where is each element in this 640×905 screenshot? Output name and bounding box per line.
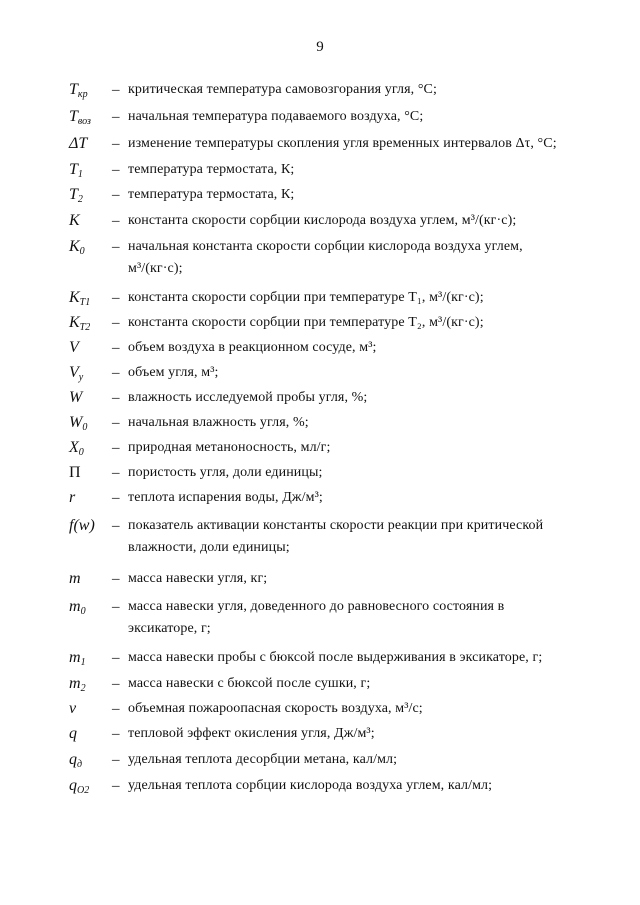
symbol: K <box>69 212 80 229</box>
dash: – <box>112 440 120 456</box>
symbol: $W_0$ <box>69 414 88 433</box>
definition-text: начальная температура подаваемого воздуха, °С; <box>128 109 424 124</box>
definition-text: теплота испарения воды, Дж/м³; <box>128 490 323 505</box>
definition-text: природная метаноносность, мл/г; <box>128 440 331 455</box>
symbol: $m_1$ <box>69 649 86 668</box>
definition-text: масса навески пробы с бюксой после выдерживания в эксикаторе, г; <box>128 650 543 665</box>
symbol: ΔT <box>69 135 88 152</box>
definition-text: начальная константа скорости сорбции кислорода воздуха углем, м³/(кг·с); <box>128 236 590 280</box>
definition-text-continued: влажности, доли единицы; <box>128 540 290 555</box>
symbol: f(w) <box>69 517 95 534</box>
dash: – <box>112 213 120 229</box>
symbol: $V_у$ <box>69 364 84 383</box>
dash: – <box>112 726 120 742</box>
definition-text: константа скорости сорбции кислорода воздуха углем, м³/(кг·с); <box>128 213 517 228</box>
definition-text: масса навески с бюксой после сушки, г; <box>128 676 371 691</box>
definition-text: тепловой эффект окисления угля, Дж/м³; <box>128 726 375 741</box>
symbol: $X_0$ <box>69 439 84 458</box>
definition-text: влажность исследуемой пробы угля, %; <box>128 390 368 405</box>
symbol: $K_{T2}$ <box>69 314 91 333</box>
dash: – <box>112 82 120 98</box>
dash: – <box>112 650 120 666</box>
dash: – <box>112 752 120 768</box>
definition-text: критическая температура самовозгорания угля, °С; <box>128 82 437 97</box>
dash: – <box>112 365 120 381</box>
definition-text: удельная теплота сорбции кислорода воздуха углем, кал/мл; <box>128 778 493 793</box>
definition-text: объемная пожароопасная скорость воздуха, м³/с; <box>128 701 423 716</box>
definition-text: температура термостата, К; <box>128 187 295 202</box>
dash: – <box>112 340 120 356</box>
definition-text: температура термостата, К; <box>128 162 295 177</box>
symbol: $T_2$ <box>69 186 83 205</box>
symbol: $K_0$ <box>69 238 85 257</box>
definition-text: начальная влажность угля, %; <box>128 415 309 430</box>
definition-text: удельная теплота десорбции метана, кал/мл; <box>128 752 398 767</box>
symbol: $q_{O2}$ <box>69 777 90 796</box>
definition-text: константа скорости сорбции при температуре T₂, м³/(кг·с); <box>128 315 484 330</box>
symbol: q <box>69 725 77 742</box>
symbol: $T_{кр}$ <box>69 81 88 100</box>
dash: – <box>112 465 120 481</box>
symbol: $T_1$ <box>69 161 83 180</box>
dash: – <box>112 315 120 331</box>
symbol: v <box>69 700 77 717</box>
symbol: r <box>69 489 76 506</box>
definition-text: объем воздуха в реакционном сосуде, м³; <box>128 340 377 355</box>
dash: – <box>112 518 120 534</box>
symbol: $m_2$ <box>69 675 86 694</box>
symbol: $K_{T1}$ <box>69 289 91 308</box>
definition-text: изменение температуры скопления угля временных интервалов Δτ, °С; <box>128 136 557 151</box>
dash: – <box>112 109 120 125</box>
symbol: $T_{воз}$ <box>69 108 91 127</box>
definition-text-continued: м³/(кг·с); <box>128 261 183 276</box>
symbol: V <box>69 339 79 356</box>
symbol: $m_0$ <box>69 598 86 617</box>
dash: – <box>112 239 120 255</box>
dash: – <box>112 187 120 203</box>
symbol: m <box>69 570 81 587</box>
definition-text: константа скорости сорбции при температуре T₁, м³/(кг·с); <box>128 290 484 305</box>
definition-text: объем угля, м³; <box>128 365 219 380</box>
symbol: $q_д$ <box>69 751 83 770</box>
symbol: П <box>69 464 81 481</box>
definition-text: пористость угля, доли единицы; <box>128 465 323 480</box>
dash: – <box>112 599 120 615</box>
dash: – <box>112 390 120 406</box>
definition-text-continued: эксикаторе, г; <box>128 621 211 636</box>
dash: – <box>112 676 120 692</box>
dash: – <box>112 490 120 506</box>
symbol: W <box>69 389 83 406</box>
page-number: 9 <box>316 39 324 55</box>
definition-text: масса навески угля, доведенного до равновесного состояния в эксикаторе, г; <box>128 596 590 640</box>
dash: – <box>112 415 120 431</box>
definition-text: показатель активации константы скорости реакции при критической влажности, доли единицы; <box>128 515 590 559</box>
dash: – <box>112 162 120 178</box>
dash: – <box>112 136 120 152</box>
definition-text: масса навески угля, кг; <box>128 571 268 586</box>
dash: – <box>112 571 120 587</box>
dash: – <box>112 701 120 717</box>
dash: – <box>112 290 120 306</box>
dash: – <box>112 778 120 794</box>
